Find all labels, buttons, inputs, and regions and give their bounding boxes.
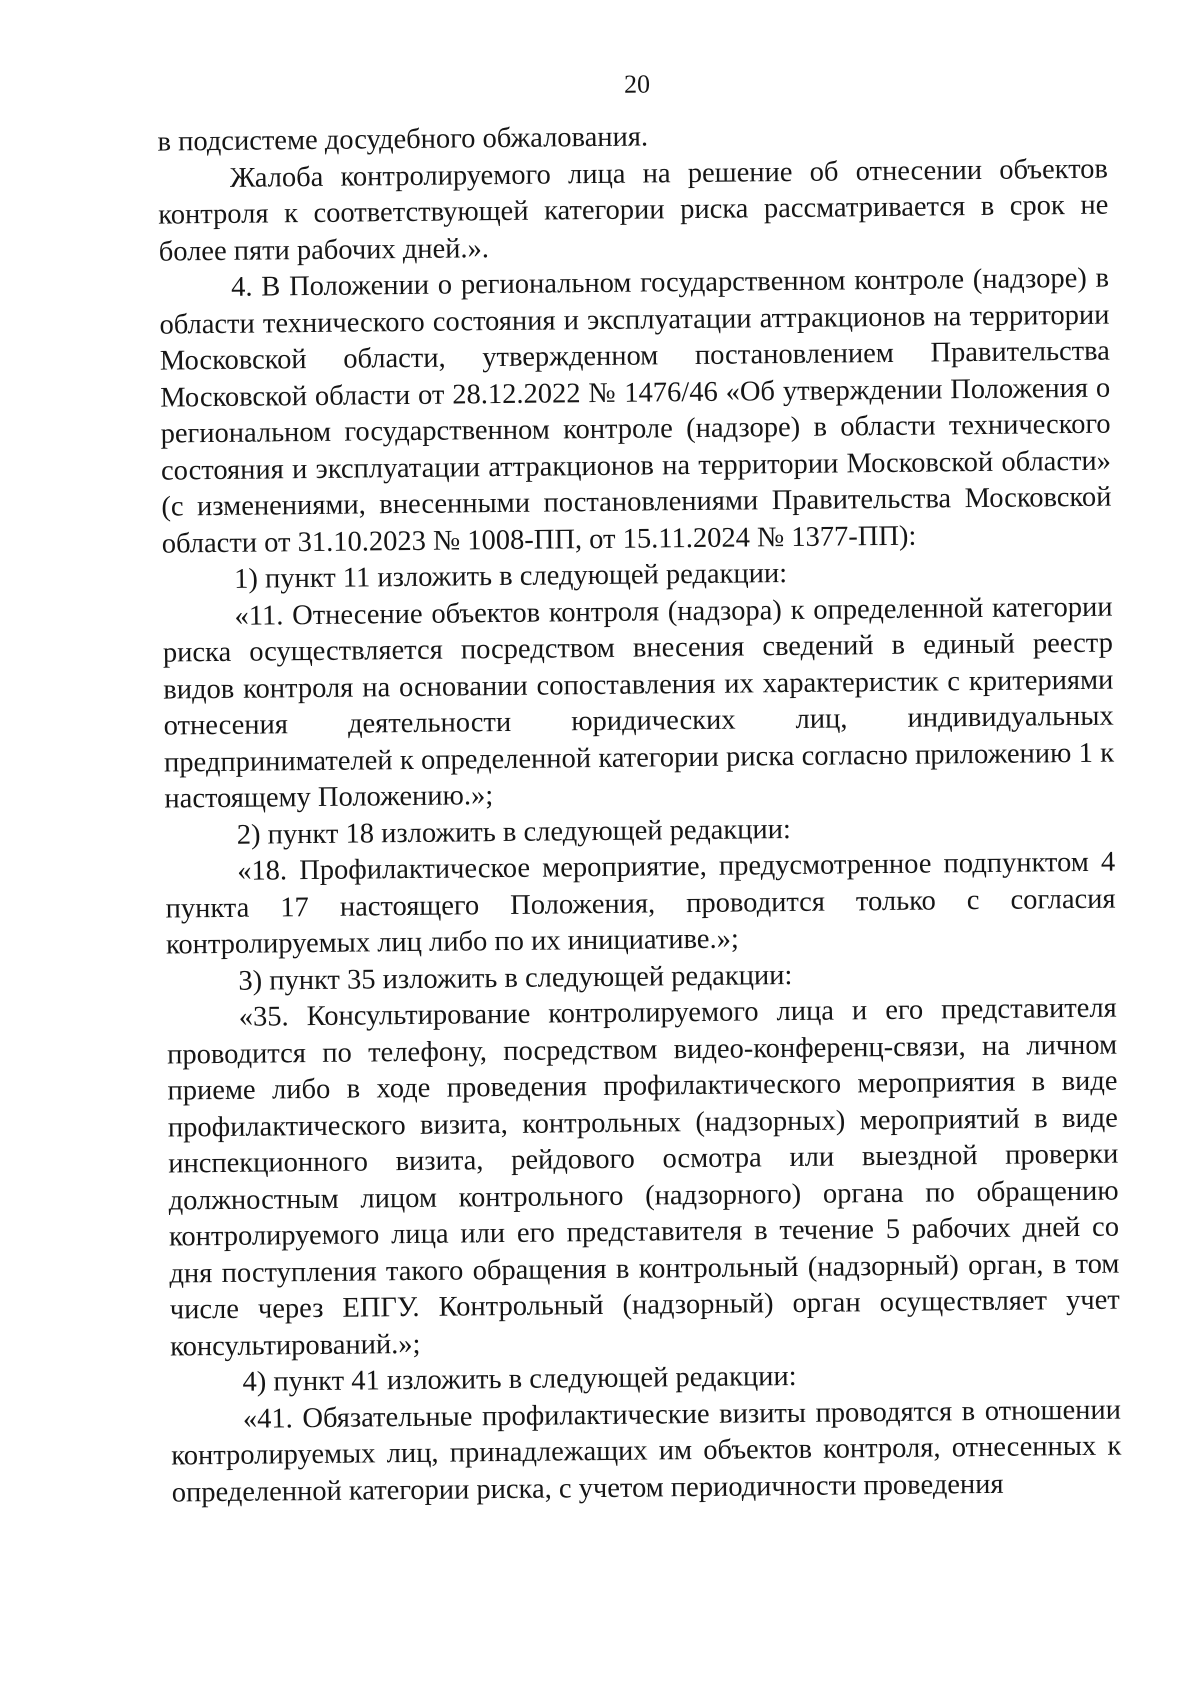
paragraph-subitem-4: 4) пункт 41 изложить в следующей редакции: xyxy=(242,1360,797,1398)
paragraph-subitem-2: 2) пункт 18 изложить в следующей редакции: xyxy=(236,813,792,851)
paragraph-subitem-3: 3) пункт 35 изложить в следующей редакции: xyxy=(238,959,793,997)
page-number: 20 xyxy=(623,69,651,99)
document-body xyxy=(157,115,1121,1512)
paragraph-clause-35: «35. Консультирование контролируемого лица и его представителя проводится по телефону, посредством видео-конференц-связи, на личном приеме либо в ходе проведения профилактического мероприятия в виде профилактического визита, контрольных (надзорных) мероприятий в виде инспекционного визита, рейдового осмотра или выездной проверки должностным лицом контрольного (надзорного) органа по обращению контролируемого лица или его представителя в течение 5 рабочих дней со дня поступления такого обращения в контрольный (надзорный) орган, в том числе через ЕПГУ. Контрольный (надзорный) орган осуществляет учет консультирований.»; xyxy=(166,992,1120,1363)
paragraph-intro: в подсистеме досудебного обжалования. xyxy=(157,121,649,158)
paragraph-complaint: Жалоба контролируемого лица на решение об отнесении объектов контроля к соответствующей категории риска рассматривается в срок не более пяти рабочих дней.». xyxy=(158,153,1109,268)
paragraph-subitem-1: 1) пункт 11 изложить в следующей редакции: xyxy=(234,558,788,595)
paragraph-clause-18: «18. Профилактическое мероприятие, предусмотренное подпунктом 4 пункта 17 настоящего Положения, проводится только с согласия контролируемых лиц либо по их инициативе.»; xyxy=(165,846,1116,961)
paragraph-clause-11: «11. Отнесение объектов контроля (надзора) к определенной категории риска осуществляется посредством внесения сведений в единый реестр видов контроля на основании сопоставления их характеристик с критериями отнесения деятельности юридических лиц, индивидуальных предпринимателей к определенной категории риска согласно приложению 1 к настоящему Положению.»; xyxy=(162,591,1115,815)
paragraph-item-4: 4. В Положении о региональном государственном контроле (надзоре) в области технического состояния и эксплуатации аттракционов на территории Московской области, утвержденном постановлением Правительства Московской области от 28.12.2022 № 1476/46 «Об утверждении Положения о региональном государственном контроле (надзоре) в области технического состояния и эксплуатации аттракционов на территории Московской области» (с изменениями, внесенными постановлениями Правительства Московской области от 31.10.2023 № 1008-ПП, от 15.11.2024 № 1377-ПП): xyxy=(159,262,1112,560)
paragraph-clause-41: «41. Обязательные профилактические визиты проводятся в отношении контролируемых лиц, принадлежащих им объектов контроля, отнесенных к определенной категории риска, с учетом периодичности проведения xyxy=(171,1394,1122,1509)
